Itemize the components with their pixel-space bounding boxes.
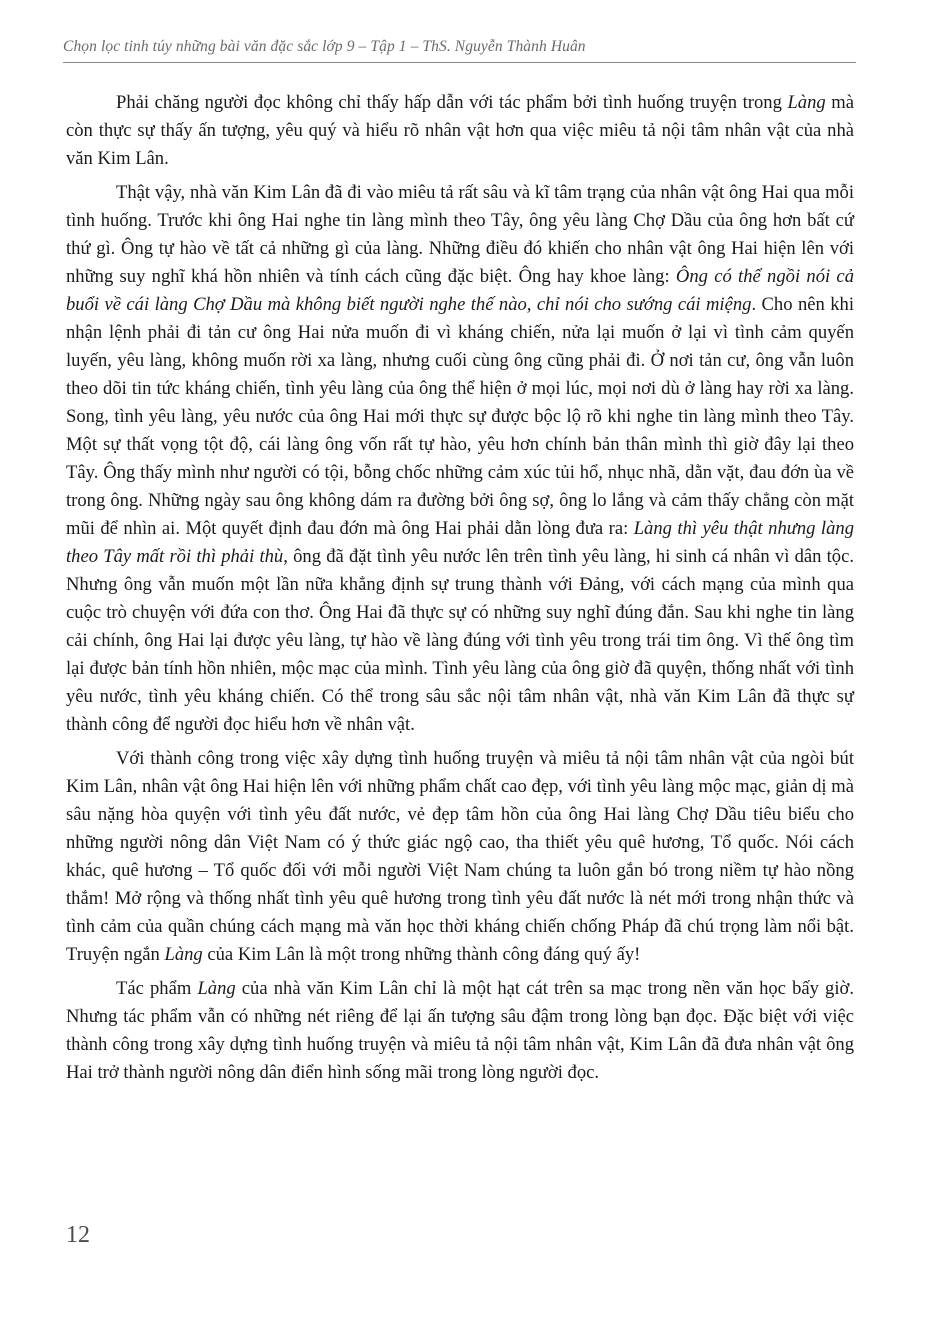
running-header-title: Chọn lọc tinh túy những bài văn đặc sắc lớp 9 – Tập 1 – ThS. Nguyễn Thành Huân (63, 38, 586, 55)
italic-title: Làng (787, 92, 826, 113)
text-segment: mà còn thực sự thấy ấn tượng, yêu quý và hiểu rõ nhân vật hơn qua việc miêu tả nội tâm nhân vật của nhà văn Kim Lân. (66, 92, 854, 169)
text-segment: Tác phẩm (116, 978, 198, 999)
text-segment: , ông đã đặt tình yêu nước lên trên tình yêu làng, hi sinh cá nhân vì dân tộc. Nhưng ông vẫn muốn một lần nữa khẳng định sự trung thành với Đảng, với cách mạng của mình qua cuộc trò chuyện với đứa con thơ. Ông Hai đã thực sự có những suy nghĩ đúng đắn. Sau khi nghe tin làng cải chính, ông Hai lại được yêu làng, tự hào về làng đúng với tình yêu trong trái tim ông. Vì thế ông tìm lại được bản tính hồn nhiên, mộc mạc của mình. Tình yêu làng của ông giờ đã quyện, thống nhất với tình yêu nước, tình yêu kháng chiến. Có thể trong sâu sắc nội tâm nhân vật, nhà văn Kim Lân đã thực sự thành công để người đọc hiểu hơn về nhân vật. (66, 546, 854, 735)
text-segment: Thật vậy, nhà văn Kim Lân đã đi vào miêu tả rất sâu và kĩ tâm trạng của nhân vật ông Hai qua mỗi tình huống. Trước khi ông Hai nghe tin làng mình theo Tây, ông yêu làng Chợ Dầu của ông hơn bất cứ thứ gì. Ông tự hào về tất cả những gì của làng. Những điều đó khiến cho nhân vật ông Hai hiện lên với những suy nghĩ khá hồn nhiên và tính cách cũng đặc biệt. Ông hay khoe làng: (66, 182, 854, 287)
italic-title: Làng (164, 944, 203, 965)
paragraph-1 (66, 89, 854, 173)
paragraph-3 (66, 745, 854, 969)
text-segment: của Kim Lân là một trong những thành công đáng quý ấy! (202, 944, 641, 965)
italic-quote: Làng thì yêu thật nhưng làng theo Tây mất rồi thì phải thù (66, 518, 854, 567)
page-number: 12 (66, 1222, 90, 1248)
running-header (63, 38, 856, 63)
text-segment: . Cho nên khi nhận lệnh phải đi tản cư ông Hai nửa muốn đi vì kháng chiến, nửa lại muốn ở lại vì tình cảm quyến luyến, yêu làng, không muốn rời xa làng, nhưng cuối cùng ông cũng phải đi. Ở nơi tản cư, ông vẫn luôn theo dõi tin tức kháng chiến, tình yêu làng của ông thể hiện ở mọi lúc, mọi nơi dù ở làng hay rời xa làng. Song, tình yêu làng, yêu nước của ông Hai mới thực sự được bộc lộ rõ khi nghe tin làng mình theo Tây. Một sự thất vọng tột độ, cái làng ông vốn rất tự hào, yêu hơn chính bản thân mình thì giờ đây lại theo Tây. Ông thấy mình như người có tội, bỗng chốc những cảm xúc tủi hổ, nhục nhã, dằn vặt, đau đớn ùa về trong ông. Những ngày sau ông không dám ra đường bởi ông sợ, ông lo lắng và cảm thấy chẳng còn mặt mũi để nhìn ai. Một quyết định đau đớn mà ông Hai phải dằn lòng đưa ra: (66, 294, 854, 539)
body-text (66, 89, 854, 1087)
text-segment: của nhà văn Kim Lân chỉ là một hạt cát trên sa mạc trong nền văn học bấy giờ. Nhưng tác phẩm vẫn có những nét riêng để lại ấn tượng sâu đậm trong lòng bạn đọc. Đặc biệt với việc thành công trong xây dựng tình huống truyện và miêu tả nội tâm nhân vật, Kim Lân đã đưa nhân vật ông Hai trở thành người nông dân điển hình sống mãi trong lòng người đọc. (66, 978, 854, 1083)
paragraph-2 (66, 179, 854, 739)
text-segment: Với thành công trong việc xây dựng tình huống truyện và miêu tả nội tâm nhân vật của ngòi bút Kim Lân, nhân vật ông Hai hiện lên với những phẩm chất cao đẹp, với tình yêu làng mộc mạc, giản dị mà sâu nặng hòa quyện với tình yêu đất nước, vẻ đẹp tâm hồn của ông Hai làng Chợ Dầu tiêu biểu cho những người nông dân Việt Nam có ý thức giác ngộ cao, tha thiết yêu quê hương, Tổ quốc. Nói cách khác, quê hương – Tổ quốc đối với mỗi người Việt Nam chúng ta luôn gắn bó trong niềm tự hào nồng thắm! Mở rộng và thống nhất tình yêu quê hương trong tình yêu đất nước là nét mới trong nhận thức và tình cảm của quần chúng cách mạng mà văn học thời kháng chiến chống Pháp đã chú trọng làm nổi bật. Truyện ngắn (66, 748, 854, 965)
text-segment: Phải chăng người đọc không chỉ thấy hấp dẫn với tác phẩm bởi tình huống truyện trong (116, 92, 788, 113)
italic-title: Làng (197, 978, 236, 999)
paragraph-4 (66, 975, 854, 1087)
italic-quote: Ông có thể ngồi nói cả buổi về cái làng Chợ Dầu mà không biết người nghe thế nào, chỉ nói cho sướng cái miệng (66, 266, 854, 315)
